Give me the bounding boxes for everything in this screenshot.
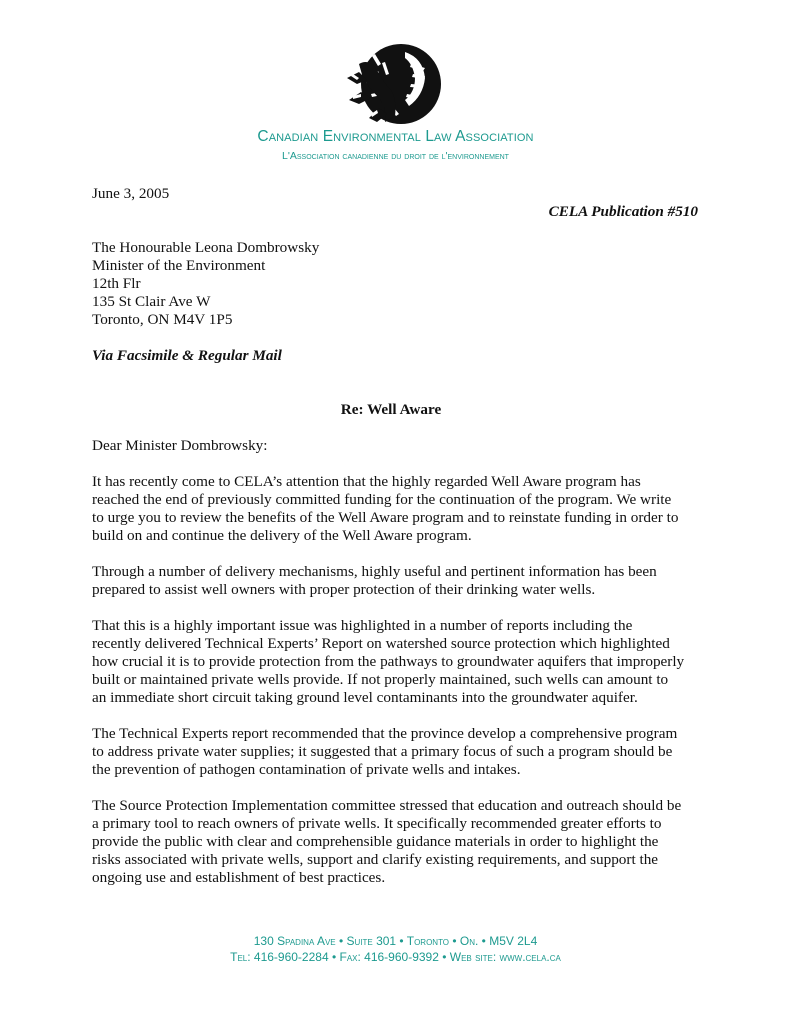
paragraph-line: The Technical Experts report recommended that the province develop a comprehensive program (92, 725, 678, 742)
body-paragraph (92, 617, 704, 707)
body-paragraph (92, 797, 704, 887)
publication-number: CELA Publication #510 (548, 203, 698, 220)
paragraph-line: reached the end of previously committed funding for the continuation of the program. We write (92, 491, 672, 508)
recipient-title: Minister of the Environment (92, 257, 266, 274)
paragraph-line: build on and continue the delivery of the Well Aware program. (92, 527, 472, 544)
paragraph-line: The Source Protection Implementation committee stressed that education and outreach should be (92, 797, 682, 814)
paragraph-line: how crucial it is to provide protection from the pathways to groundwater aquifers that improperly (92, 653, 685, 670)
paragraph-line: prepared to assist well owners with proper protection of their drinking water wells. (92, 581, 596, 598)
delivery-method: Via Facsimile & Regular Mail (92, 347, 282, 364)
paragraph-line: Through a number of delivery mechanisms, highly useful and pertinent information has been (92, 563, 657, 580)
body-paragraph (92, 473, 704, 545)
paragraph-line: an immediate short circuit taking ground level contaminants into the groundwater aquifer. (92, 689, 638, 706)
footer-contact: Tel: 416-960-2284 • Fax: 416-960-9392 • Web site: www.cela.ca (230, 950, 561, 964)
footer-address: 130 Spadina Ave • Suite 301 • Toronto • On. • M5V 2L4 (253, 934, 538, 948)
recipient-city: Toronto, ON M4V 1P5 (92, 311, 233, 328)
org-name-french: L'Association canadienne du droit de l'environnement (282, 150, 509, 162)
paragraph-line: recently delivered Technical Experts’ Report on watershed source protection which highlighted (92, 635, 670, 652)
subject-line: Re: Well Aware (340, 401, 442, 418)
body-paragraph (92, 725, 704, 779)
recipient-street: 135 St Clair Ave W (92, 293, 211, 310)
paragraph-line: That this is a highly important issue was highlighted in a number of reports including the (92, 617, 633, 634)
paragraph-line: a primary tool to reach owners of private wells. It specifically recommended greater efforts to (92, 815, 662, 832)
org-name-english: Canadian Environmental Law Association (257, 128, 534, 145)
paragraph-line: the prevention of pathogen contamination of private wells and intakes. (92, 761, 521, 778)
body-paragraph (92, 563, 704, 599)
recipient-address (92, 239, 319, 329)
paragraph-line: ongoing use and establishment of best practices. (92, 869, 386, 886)
paragraph-line: to address private water supplies; it suggested that a primary focus of such a program should be (92, 743, 673, 760)
paragraph-line: to urge you to review the benefits of the Well Aware program and to reinstate funding in order to (92, 509, 679, 526)
cela-emblem-icon (345, 44, 451, 130)
paragraph-line: built or maintained private wells provide. If not properly maintained, such wells can amount to (92, 671, 669, 688)
paragraph-line: provide the public with clear and comprehensible guidance materials in order to highlight the (92, 833, 659, 850)
letter-date: June 3, 2005 (92, 185, 170, 202)
recipient-name: The Honourable Leona Dombrowsky (92, 239, 320, 256)
recipient-floor: 12th Flr (92, 275, 141, 292)
salutation: Dear Minister Dombrowsky: (92, 437, 268, 454)
paragraph-line: risks associated with private wells, support and clarify existing requirements, and support the (92, 851, 659, 868)
paragraph-line: It has recently come to CELA’s attention that the highly regarded Well Aware program has (92, 473, 641, 490)
